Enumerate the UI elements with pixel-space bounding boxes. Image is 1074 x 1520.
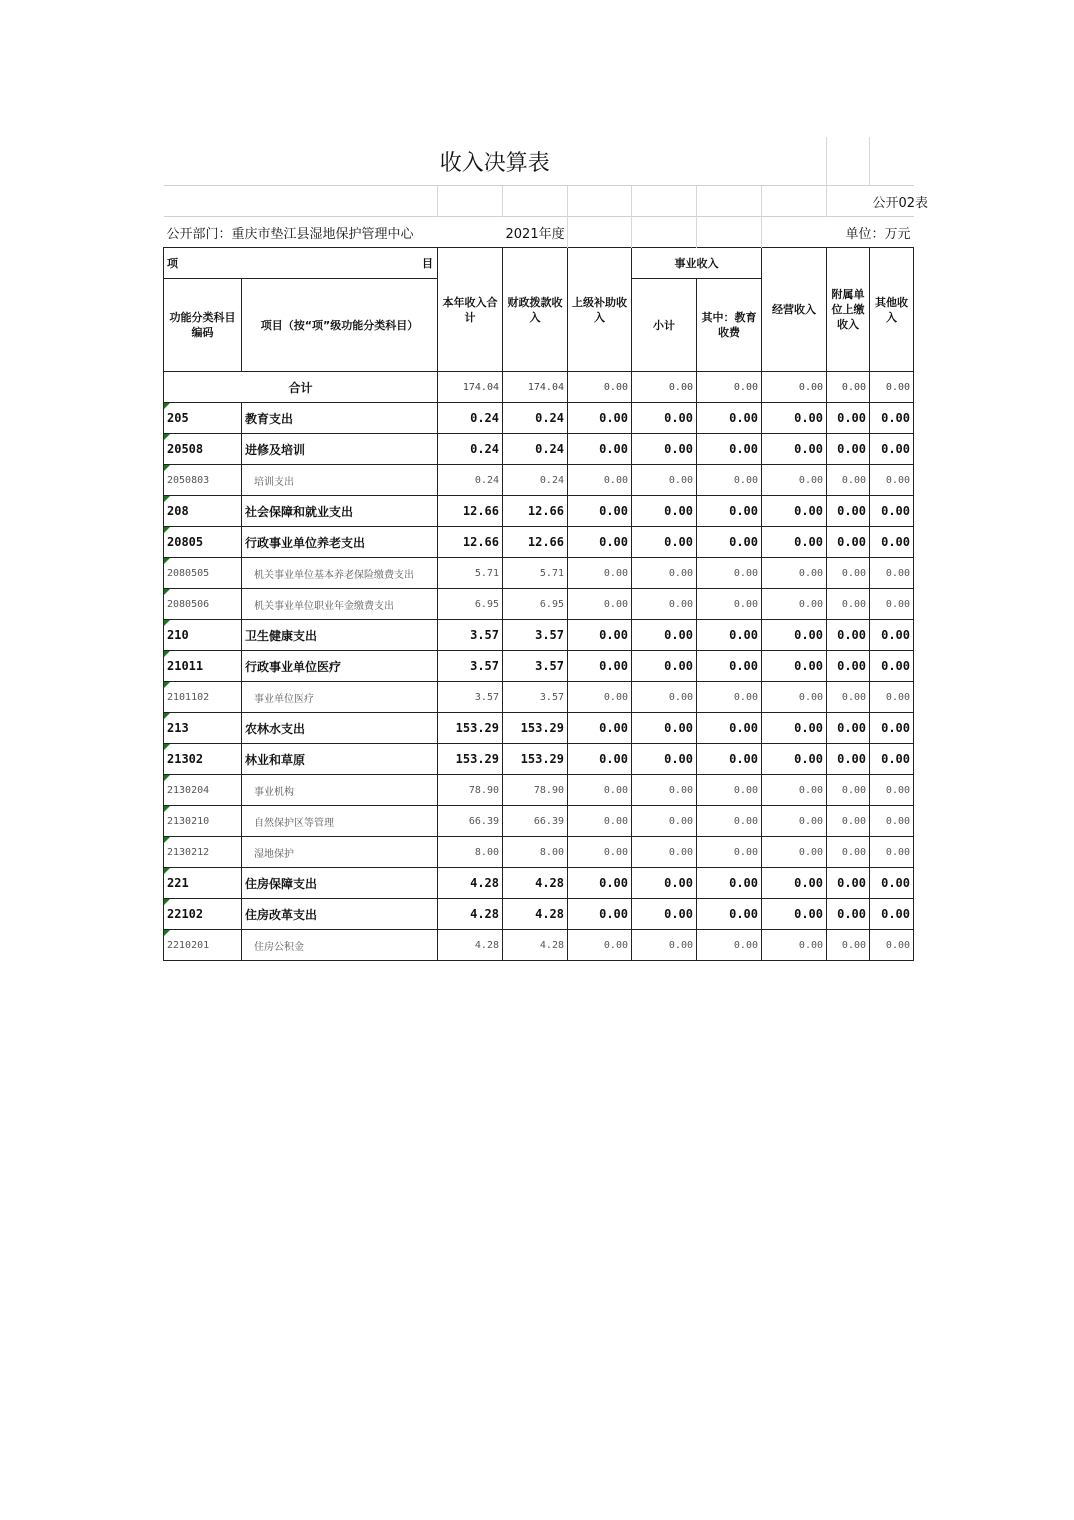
row-name: 住房公积金 — [242, 930, 438, 961]
row-value: 0.00 — [568, 682, 632, 713]
row-name: 湿地保护 — [242, 837, 438, 868]
row-value: 0.00 — [697, 589, 762, 620]
row-value: 0.00 — [827, 899, 870, 930]
row-value: 0.00 — [827, 558, 870, 589]
row-value: 0.00 — [568, 806, 632, 837]
row-value: 0.00 — [762, 527, 827, 558]
row-value: 0.00 — [762, 744, 827, 775]
row-value: 0.00 — [870, 806, 914, 837]
table-row — [164, 620, 914, 651]
row-name: 进修及培训 — [242, 434, 438, 465]
row-value: 0.00 — [632, 434, 697, 465]
row-value: 0.00 — [827, 589, 870, 620]
row-value: 0.00 — [870, 403, 914, 434]
table-row — [164, 682, 914, 713]
table-row — [164, 930, 914, 961]
table-row — [164, 465, 914, 496]
row-code: 20805 — [164, 527, 242, 558]
row-value: 0.00 — [568, 434, 632, 465]
header-item: 项 目 — [164, 248, 438, 279]
header-edu-fee: 其中：教育收费 — [697, 279, 762, 372]
row-value: 0.00 — [762, 434, 827, 465]
row-value: 4.28 — [503, 868, 568, 899]
table-row — [164, 589, 914, 620]
row-value: 153.29 — [438, 713, 503, 744]
row-value: 0.00 — [870, 465, 914, 496]
row-value: 0.00 — [697, 465, 762, 496]
row-value: 78.90 — [438, 775, 503, 806]
row-value: 0.00 — [568, 775, 632, 806]
row-value: 0.24 — [503, 434, 568, 465]
row-value: 3.57 — [438, 620, 503, 651]
row-value: 0.00 — [632, 899, 697, 930]
row-value: 0.00 — [827, 651, 870, 682]
row-value: 0.00 — [870, 620, 914, 651]
row-value: 0.00 — [632, 806, 697, 837]
row-value: 0.00 — [827, 527, 870, 558]
row-value: 0.00 — [697, 403, 762, 434]
row-value: 0.00 — [697, 837, 762, 868]
total-cell: 174.04 — [503, 372, 568, 403]
header-superior: 上级补助收入 — [568, 248, 632, 372]
total-label: 合计 — [164, 372, 438, 403]
row-value: 0.00 — [632, 496, 697, 527]
total-cell: 0.00 — [632, 372, 697, 403]
row-value: 0.00 — [762, 403, 827, 434]
row-value: 0.00 — [827, 806, 870, 837]
total-cell: 0.00 — [827, 372, 870, 403]
row-value: 0.00 — [762, 682, 827, 713]
row-value: 0.00 — [697, 775, 762, 806]
row-value: 0.00 — [632, 558, 697, 589]
row-code: 2210201 — [164, 930, 242, 961]
row-value: 3.57 — [503, 620, 568, 651]
row-code: 20508 — [164, 434, 242, 465]
row-value: 0.00 — [762, 620, 827, 651]
row-code: 2080506 — [164, 589, 242, 620]
header-affiliated: 附属单位上缴收入 — [827, 248, 870, 372]
row-value: 0.00 — [762, 775, 827, 806]
table-row — [164, 837, 914, 868]
row-value: 0.24 — [438, 403, 503, 434]
row-value: 3.57 — [503, 651, 568, 682]
page-title: 收入决算表 — [439, 150, 550, 176]
row-value: 0.00 — [870, 527, 914, 558]
income-table — [163, 137, 929, 961]
row-value: 6.95 — [438, 589, 503, 620]
row-value: 0.00 — [568, 930, 632, 961]
row-value: 8.00 — [503, 837, 568, 868]
row-name: 机关事业单位基本养老保险缴费支出 — [242, 558, 438, 589]
header-fiscal: 财政拨款收入 — [503, 248, 568, 372]
row-value: 0.00 — [697, 651, 762, 682]
row-value: 0.00 — [568, 558, 632, 589]
row-value: 0.00 — [870, 775, 914, 806]
row-value: 5.71 — [503, 558, 568, 589]
row-value: 66.39 — [503, 806, 568, 837]
row-value: 0.00 — [870, 744, 914, 775]
row-value: 0.00 — [827, 868, 870, 899]
row-value: 0.00 — [632, 620, 697, 651]
row-value: 0.00 — [697, 527, 762, 558]
header-other: 其他收入 — [870, 248, 914, 372]
header-business: 事业收入 — [632, 248, 762, 279]
row-value: 0.00 — [697, 868, 762, 899]
row-value: 0.00 — [870, 589, 914, 620]
row-value: 4.28 — [503, 899, 568, 930]
total-cell: 0.00 — [870, 372, 914, 403]
row-name: 事业单位医疗 — [242, 682, 438, 713]
row-code: 21302 — [164, 744, 242, 775]
table-row — [164, 775, 914, 806]
total-cell: 174.04 — [438, 372, 503, 403]
row-name: 事业机构 — [242, 775, 438, 806]
row-value: 0.00 — [827, 434, 870, 465]
row-code: 210 — [164, 620, 242, 651]
row-code: 2130204 — [164, 775, 242, 806]
table-row — [164, 496, 914, 527]
header-code: 功能分类科目编码 — [164, 279, 242, 372]
total-cell: 0.00 — [762, 372, 827, 403]
table-row — [164, 899, 914, 930]
row-value: 0.00 — [870, 899, 914, 930]
row-value: 4.28 — [438, 930, 503, 961]
row-value: 0.00 — [568, 403, 632, 434]
row-value: 0.00 — [697, 806, 762, 837]
row-value: 0.00 — [762, 651, 827, 682]
row-value: 78.90 — [503, 775, 568, 806]
table-row — [164, 806, 914, 837]
row-value: 0.00 — [827, 837, 870, 868]
row-value: 0.00 — [632, 837, 697, 868]
income-statement-sheet — [163, 137, 929, 961]
row-code: 2101102 — [164, 682, 242, 713]
row-value: 0.00 — [697, 620, 762, 651]
row-value: 4.28 — [438, 899, 503, 930]
row-value: 0.00 — [632, 868, 697, 899]
row-value: 0.24 — [503, 465, 568, 496]
table-row — [164, 713, 914, 744]
row-value: 0.00 — [632, 775, 697, 806]
row-value: 0.24 — [438, 465, 503, 496]
row-value: 0.00 — [762, 465, 827, 496]
row-value: 153.29 — [503, 744, 568, 775]
row-value: 0.00 — [568, 899, 632, 930]
row-value: 153.29 — [438, 744, 503, 775]
row-value: 0.00 — [762, 930, 827, 961]
row-value: 0.00 — [697, 496, 762, 527]
row-value: 0.00 — [827, 713, 870, 744]
row-value: 0.00 — [568, 589, 632, 620]
row-value: 0.00 — [762, 589, 827, 620]
row-value: 0.00 — [568, 744, 632, 775]
row-value: 0.00 — [697, 434, 762, 465]
header-total-income: 本年收入合计 — [438, 248, 503, 372]
table-row — [164, 403, 914, 434]
row-value: 0.00 — [870, 713, 914, 744]
row-value: 0.00 — [697, 682, 762, 713]
row-value: 0.00 — [870, 930, 914, 961]
row-value: 0.24 — [503, 403, 568, 434]
row-code: 205 — [164, 403, 242, 434]
row-value: 0.00 — [827, 930, 870, 961]
row-value: 0.00 — [870, 434, 914, 465]
row-value: 0.00 — [632, 465, 697, 496]
table-row — [164, 868, 914, 899]
row-value: 0.00 — [568, 465, 632, 496]
row-value: 12.66 — [503, 527, 568, 558]
row-value: 0.00 — [632, 589, 697, 620]
row-value: 0.00 — [762, 837, 827, 868]
row-value: 0.24 — [438, 434, 503, 465]
row-name: 培训支出 — [242, 465, 438, 496]
row-value: 0.00 — [827, 465, 870, 496]
fiscal-year: 2021年度 — [503, 217, 568, 248]
row-value: 0.00 — [827, 403, 870, 434]
row-value: 3.57 — [503, 682, 568, 713]
row-value: 153.29 — [503, 713, 568, 744]
row-value: 0.00 — [827, 775, 870, 806]
row-value: 12.66 — [503, 496, 568, 527]
row-value: 0.00 — [697, 713, 762, 744]
row-code: 2130210 — [164, 806, 242, 837]
row-name: 行政事业单位医疗 — [242, 651, 438, 682]
row-value: 0.00 — [827, 682, 870, 713]
row-code: 213 — [164, 713, 242, 744]
table-number: 公开02表 — [870, 186, 914, 217]
row-name: 住房保障支出 — [242, 868, 438, 899]
row-value: 0.00 — [568, 837, 632, 868]
row-value: 0.00 — [762, 496, 827, 527]
row-code: 22102 — [164, 899, 242, 930]
table-row — [164, 527, 914, 558]
row-value: 0.00 — [870, 651, 914, 682]
row-value: 0.00 — [697, 930, 762, 961]
row-name: 住房改革支出 — [242, 899, 438, 930]
row-value: 5.71 — [438, 558, 503, 589]
row-value: 12.66 — [438, 527, 503, 558]
row-value: 3.57 — [438, 651, 503, 682]
row-value: 66.39 — [438, 806, 503, 837]
table-row — [164, 434, 914, 465]
row-value: 0.00 — [870, 837, 914, 868]
row-value: 4.28 — [438, 868, 503, 899]
row-code: 21011 — [164, 651, 242, 682]
row-value: 0.00 — [870, 558, 914, 589]
row-value: 0.00 — [827, 620, 870, 651]
total-row — [164, 372, 914, 403]
table-row — [164, 651, 914, 682]
row-value: 0.00 — [827, 744, 870, 775]
row-value: 6.95 — [503, 589, 568, 620]
row-value: 0.00 — [632, 744, 697, 775]
department-label: 公开部门：重庆市垫江县湿地保护管理中心 — [164, 217, 503, 248]
row-code: 2080505 — [164, 558, 242, 589]
row-value: 0.00 — [697, 744, 762, 775]
row-value: 0.00 — [762, 868, 827, 899]
row-value: 0.00 — [568, 713, 632, 744]
row-value: 0.00 — [762, 899, 827, 930]
row-value: 0.00 — [870, 496, 914, 527]
row-value: 3.57 — [438, 682, 503, 713]
row-name: 行政事业单位养老支出 — [242, 527, 438, 558]
table-row — [164, 558, 914, 589]
row-value: 0.00 — [568, 620, 632, 651]
row-value: 0.00 — [870, 868, 914, 899]
row-name: 农林水支出 — [242, 713, 438, 744]
row-value: 0.00 — [632, 651, 697, 682]
row-value: 0.00 — [568, 496, 632, 527]
row-name: 卫生健康支出 — [242, 620, 438, 651]
row-value: 0.00 — [632, 930, 697, 961]
row-code: 2130212 — [164, 837, 242, 868]
row-value: 0.00 — [568, 651, 632, 682]
row-value: 0.00 — [568, 868, 632, 899]
row-name: 林业和草原 — [242, 744, 438, 775]
row-value: 0.00 — [762, 558, 827, 589]
row-value: 0.00 — [697, 899, 762, 930]
row-value: 0.00 — [632, 527, 697, 558]
row-name: 机关事业单位职业年金缴费支出 — [242, 589, 438, 620]
row-value: 0.00 — [632, 403, 697, 434]
header-operating: 经营收入 — [762, 248, 827, 372]
row-value: 0.00 — [632, 713, 697, 744]
total-cell: 0.00 — [568, 372, 632, 403]
row-code: 221 — [164, 868, 242, 899]
header-name: 项目（按“项”级功能分类科目） — [242, 279, 438, 372]
row-name: 社会保障和就业支出 — [242, 496, 438, 527]
header-subtotal: 小计 — [632, 279, 697, 372]
row-code: 208 — [164, 496, 242, 527]
row-value: 0.00 — [870, 682, 914, 713]
row-value: 4.28 — [503, 930, 568, 961]
row-name: 自然保护区等管理 — [242, 806, 438, 837]
row-value: 12.66 — [438, 496, 503, 527]
row-code: 2050803 — [164, 465, 242, 496]
row-value: 0.00 — [762, 806, 827, 837]
row-value: 0.00 — [697, 558, 762, 589]
row-value: 0.00 — [632, 682, 697, 713]
row-value: 8.00 — [438, 837, 503, 868]
row-value: 0.00 — [827, 496, 870, 527]
table-row — [164, 744, 914, 775]
row-value: 0.00 — [568, 527, 632, 558]
total-cell: 0.00 — [697, 372, 762, 403]
row-name: 教育支出 — [242, 403, 438, 434]
unit-label: 单位：万元 — [827, 217, 914, 248]
row-value: 0.00 — [762, 713, 827, 744]
